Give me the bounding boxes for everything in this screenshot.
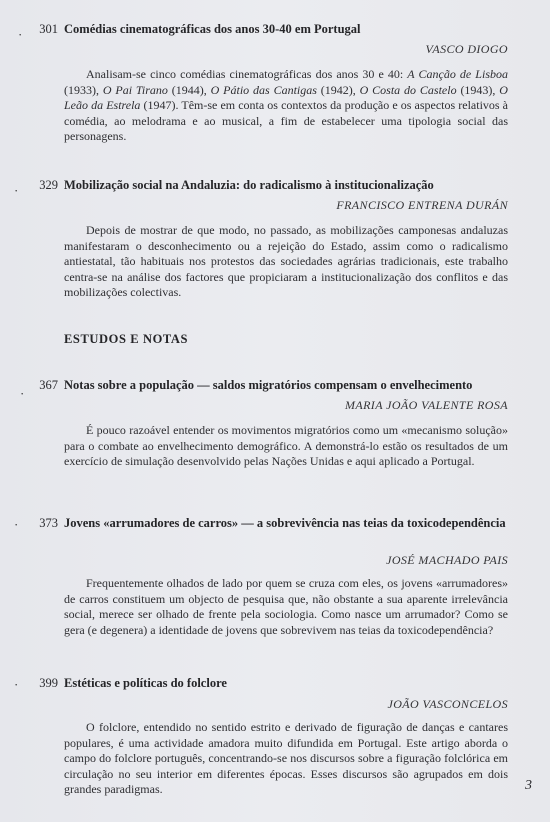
entry-abstract: É pouco razoável entender os movimentos migratórios como um «mecanismo solução» para o combate ao envelhecimento demográfico. A demonstrá-lo estão os resultados de um exercício de simulação desenvolvido pelas Nações Unidas e aqui aplicado a Portugal. xyxy=(64,423,508,468)
bullet-mark: · xyxy=(14,183,19,198)
section-heading: ESTUDOS E NOTAS xyxy=(64,332,189,346)
entry-author: VASCO DIOGO xyxy=(425,42,508,56)
entry-author: MARIA JOÃO VALENTE ROSA xyxy=(344,398,508,412)
entry-number: 301 xyxy=(39,22,58,36)
entry-title: Comédias cinematográficas dos anos 30-40 em Portugal xyxy=(64,22,361,36)
entry-abstract: Depois de mostrar de que modo, no passado, as mobilizações camponesas andaluzas manifestaram o desconhecimento ou a rejeição do Estado, assim como o radicalismo antiestatal, tão habituais nos protestos das sociedades agrárias tradicionais, este trabalho centra-se na análise dos factores que propiciaram a institucionalização dos conflitos e das mobilizações colectivas. xyxy=(64,223,508,299)
bullet-mark: · xyxy=(20,386,25,401)
entry-title: Estéticas e políticas do folclore xyxy=(64,676,227,690)
entry-title: Jovens «arrumadores de carros» — a sobrevivência nas teias da toxicodependência xyxy=(64,516,506,530)
entry-title: Notas sobre a população — saldos migratórios compensam o envelhecimento xyxy=(64,378,473,392)
page-number: 3 xyxy=(525,778,532,793)
bullet-mark: · xyxy=(18,27,23,42)
bullet-mark: · xyxy=(14,677,19,692)
entry-number: 399 xyxy=(39,676,58,690)
entry-number: 367 xyxy=(39,378,58,392)
entry-title: Mobilização social na Andaluzia: do radicalismo à institucionalização xyxy=(64,178,434,192)
bullet-mark: · xyxy=(14,517,19,532)
entry-abstract: O folclore, entendido no sentido estrito e derivado de figuração de danças e cantares populares, é uma actividade amadora muito difundida em Portugal. Este artigo aborda o campo do folclore português, concentrando-se nos discursos sobre a figuração folclórica em circulação no seu interior em diferentes épocas. Esses discursos são agrupados em dois grandes paradigmas. xyxy=(64,720,508,796)
entry-abstract: Analisam-se cinco comédias cinematográficas dos anos 30 e 40: A Canção de Lisboa (1933), O Pai Tirano (1944), O Pátio das Cantigas (1942), O Costa do Castelo (1943), O Leão da Estrela (1947). Têm-se em conta os contextos da produção e os aspectos relativos à comédia, ao melodrama e ao musical, a fim de estabelecer uma tipologia social das personagens. xyxy=(64,67,509,143)
entry-abstract: Frequentemente olhados de lado por quem se cruza com eles, os jovens «arrumadores» de carros constituem um objecto de pesquisa que, não obstante a sua aparente irrelevância social, merece ser olhado de frente pela sociologia. Como nasce um arrumador? Como se gera (e degenera) a identidade de jovens que sobrevivem nas teias da toxicodependência? xyxy=(64,576,508,637)
entry-author: FRANCISCO ENTRENA DURÁN xyxy=(336,198,508,212)
entry-number: 329 xyxy=(39,178,58,192)
entry-number: 373 xyxy=(39,516,58,530)
entry-author: JOSÉ MACHADO PAIS xyxy=(386,553,508,567)
entry-author: JOÃO VASCONCELOS xyxy=(387,697,508,711)
